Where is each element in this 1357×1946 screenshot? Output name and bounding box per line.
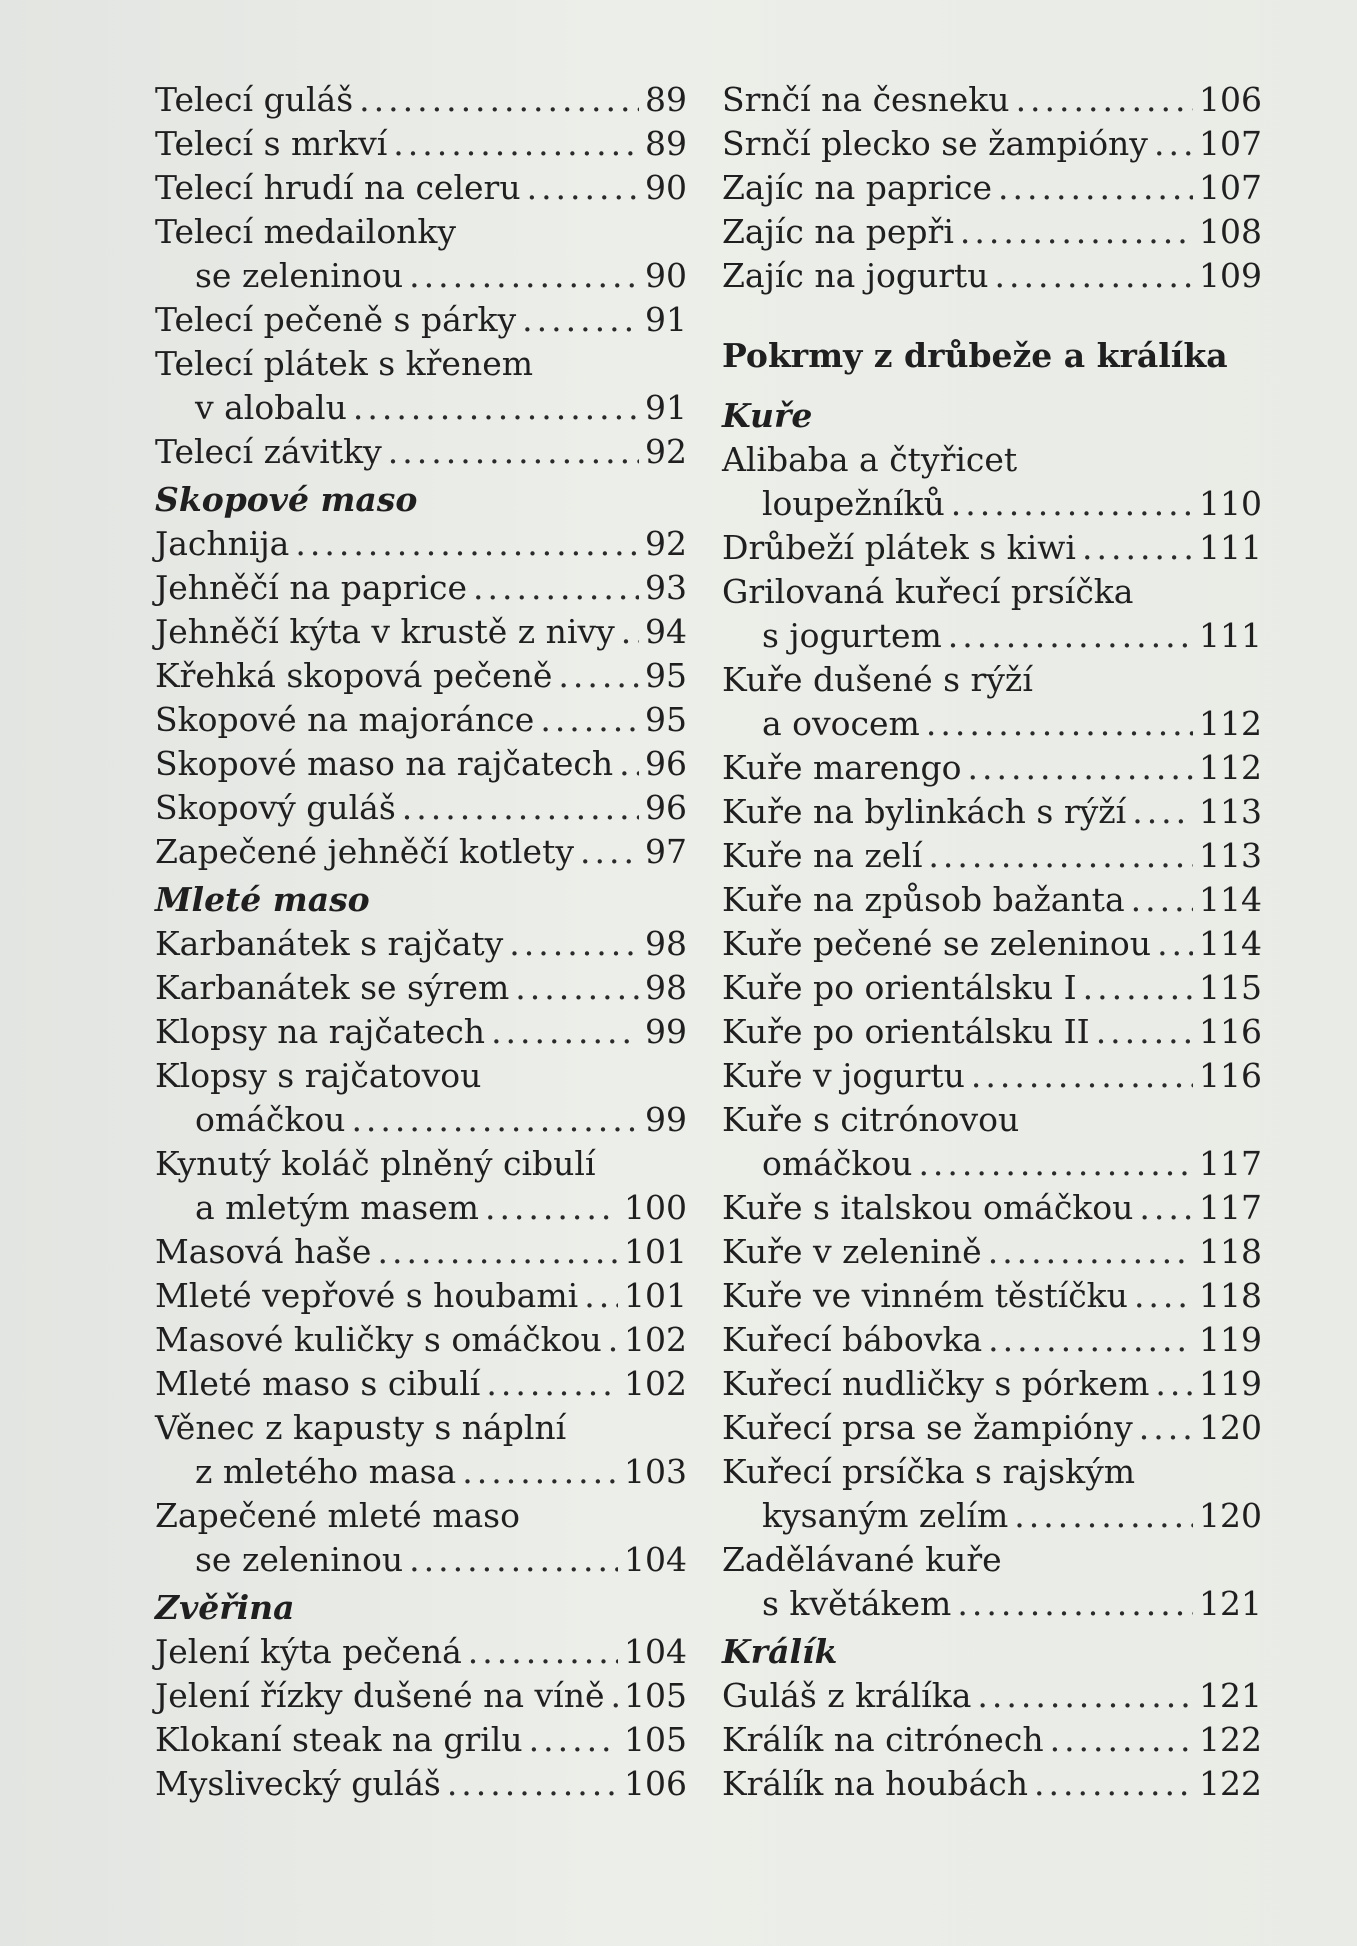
dot-leader [1139,1186,1193,1230]
dot-leader [968,746,1194,790]
dot-leader [409,254,639,298]
entry-title: s jogurtem [762,616,942,655]
entry-title-line: Kuře s citrónovou [722,1100,1020,1139]
dot-leader [1082,526,1193,570]
toc-entry [155,566,687,610]
entry-title: Skopový guláš [155,788,396,827]
entry-title-line: Kuřecí prsíčka s rajským [722,1452,1136,1491]
toc-entry [722,1054,1262,1098]
dot-leader [509,922,639,966]
left-column [155,78,687,1806]
toc-entry [155,786,687,830]
entry-title-line: Telecí plátek s křenem [155,344,534,383]
dot-leader [1131,878,1193,922]
toc-entry [722,746,1262,790]
page-number: 91 [645,300,687,339]
page-number: 92 [645,432,687,471]
group-heading-kure: Kuře [722,396,813,435]
toc-entry [722,1718,1262,1762]
page-number: 92 [645,524,687,563]
entry-title: Telecí s mrkví [155,124,388,163]
dot-leader [527,166,639,210]
dot-leader [608,1318,618,1362]
dot-leader [926,702,1193,746]
entry-title: kysaným zelím [762,1496,1009,1535]
toc-entry [722,1582,1262,1626]
toc-entry [722,878,1262,922]
dot-leader [351,1098,639,1142]
toc-entry [722,210,1262,254]
entry-title: Kuře po orientálsku II [722,1012,1090,1051]
page-number: 122 [1199,1720,1262,1759]
entry-title-line: Kuře dušené s rýží [722,660,1033,699]
entry-title: Klokaní steak na grilu [155,1720,523,1759]
entry-title: Kuře pečené se zeleninou [722,924,1152,963]
dot-leader [948,614,1193,658]
toc-entry [722,1406,1262,1450]
toc-entry [722,790,1262,834]
entry-title: Kuře s italskou omáčkou [722,1188,1134,1227]
page-number: 90 [645,168,687,207]
page-number: 89 [645,80,687,119]
entry-title: a mletým masem [195,1188,479,1227]
entry-title: Telecí závitky [155,432,382,471]
page-number: 109 [1199,256,1262,295]
page-number: 90 [645,256,687,295]
toc-entry [155,830,687,874]
page-number: 102 [624,1320,687,1359]
page-number: 104 [624,1632,687,1671]
toc-entry [155,610,687,654]
entry-title: Kuře ve vinném těstíčku [722,1276,1128,1315]
dot-leader [353,386,639,430]
entry-title: Srnčí na česneku [722,80,1010,119]
entry-title-line: Kynutý koláč plněný cibulí [155,1144,596,1183]
entry-title: Mleté maso s cibulí [155,1364,481,1403]
page-number: 116 [1199,1056,1262,1095]
page-number: 122 [1199,1764,1262,1803]
entry-title: Klopsy na rajčatech [155,1012,486,1051]
dot-leader [558,654,639,698]
entry-title: Mleté vepřové s houbami [155,1276,579,1315]
dot-leader [468,1630,618,1674]
page-number: 118 [1199,1276,1262,1315]
entry-title: Kuře na způsob bažanta [722,880,1125,919]
dot-leader [485,1186,618,1230]
page-number: 106 [624,1764,687,1803]
page-number: 119 [1199,1320,1262,1359]
entry-title-line: Alibaba a čtyřicet [722,440,1018,479]
toc-entry [155,1274,687,1318]
toc-entry [155,1762,687,1806]
entry-title: Kuřecí bábovka [722,1320,983,1359]
page-number: 113 [1199,792,1262,831]
toc-entry [155,1718,687,1762]
page-number: 96 [645,788,687,827]
dot-leader [995,254,1193,298]
page-number: 121 [1199,1676,1262,1715]
page-number: 105 [624,1676,687,1715]
dot-leader [957,1582,1193,1626]
entry-title: Kuře na zelí [722,836,923,875]
dot-leader [473,566,639,610]
entry-title: Zajíc na jogurtu [722,256,989,295]
page-number: 99 [645,1012,687,1051]
page-number: 120 [1199,1496,1262,1535]
dot-leader [1155,1362,1193,1406]
page-number: 96 [645,744,687,783]
dot-leader [1154,122,1193,166]
page-number: 111 [1199,528,1262,567]
page-number: 95 [645,700,687,739]
toc-entry [722,1674,1262,1718]
page-number: 91 [645,388,687,427]
page-number: 110 [1199,484,1262,523]
entry-title: Skopové maso na rajčatech [155,744,614,783]
page-number: 101 [624,1232,687,1271]
entry-title: Guláš z králíka [722,1676,972,1715]
entry-title: Kuře v jogurtu [722,1056,965,1095]
toc-entry [155,430,687,474]
toc-entry [155,1098,687,1142]
dot-leader [522,298,639,342]
dot-leader [447,1762,618,1806]
entry-title: Srnčí plecko se žampióny [722,124,1148,163]
entry-title: omáčkou [762,1144,913,1183]
page-number: 112 [1199,704,1262,743]
page-number: 95 [645,656,687,695]
entry-title: Jelení kýta pečená [155,1632,462,1671]
dot-leader [402,786,639,830]
dot-leader [1096,1010,1193,1054]
toc-entry [722,1186,1262,1230]
toc-entry [722,1274,1262,1318]
dot-leader [1132,790,1193,834]
dot-leader [515,966,639,1010]
entry-title: Kuře na bylinkách s rýží [722,792,1127,831]
page-number: 114 [1199,924,1262,963]
dot-leader [462,1450,618,1494]
entry-title: Zajíc na pepři [722,212,954,251]
entry-title: a ovocem [762,704,920,743]
entry-title: Jelení řízky dušené na víně [155,1676,605,1715]
page-number: 99 [645,1100,687,1139]
toc-entry [722,1010,1262,1054]
toc-entry [722,1762,1262,1806]
entry-list [722,1674,1262,1806]
toc-entry [155,1630,687,1674]
entry-list [155,1630,687,1806]
page-number: 98 [645,924,687,963]
dot-leader [409,1538,618,1582]
toc-entry [155,1318,687,1362]
page-number: 107 [1199,124,1262,163]
entry-title: Kuře marengo [722,748,962,787]
entry-list [722,438,1262,1626]
dot-leader [977,1674,1193,1718]
page-number: 104 [624,1540,687,1579]
entry-title: Telecí guláš [155,80,354,119]
entry-title: Masové kuličky s omáčkou [155,1320,602,1359]
entry-title: Králík na houbách [722,1764,1029,1803]
dot-leader [1016,78,1193,122]
dot-leader [1050,1718,1193,1762]
dot-leader [918,1142,1193,1186]
dot-leader [1139,1406,1193,1450]
page-number: 114 [1199,880,1262,919]
toc-entry [155,1186,687,1230]
right-column [722,78,1262,1806]
toc-entry [155,1230,687,1274]
dot-leader [998,166,1193,210]
dot-leader [1014,1494,1193,1538]
dot-leader [621,610,639,654]
page-number: 113 [1199,836,1262,875]
entry-title: omáčkou [195,1100,346,1139]
entry-title: Křehká skopová pečeně [155,656,553,695]
entry-list [722,78,1262,298]
entry-title: Karbanátek s rajčaty [155,924,504,963]
toc-entry [155,298,687,342]
entry-title: se zeleninou [195,256,404,295]
entry-title: Myslivecký guláš [155,1764,441,1803]
toc-entry [722,122,1262,166]
page-number: 94 [645,612,687,651]
toc-entry [722,166,1262,210]
toc-entry [155,1674,687,1718]
entry-title: se zeleninou [195,1540,404,1579]
dot-leader [928,834,1193,878]
toc-entry [155,386,687,430]
dot-leader [388,430,639,474]
page-number: 117 [1199,1188,1262,1227]
toc-entry [155,742,687,786]
toc-entry [722,702,1262,746]
entry-title: v alobalu [195,388,347,427]
page-number: 120 [1199,1408,1262,1447]
entry-title: Kuře po orientálsku I [722,968,1077,1007]
dot-leader [295,522,639,566]
entry-title: Drůbeží plátek s kiwi [722,528,1076,567]
toc-entry [155,122,687,166]
dot-leader [611,1674,619,1718]
page-number: 119 [1199,1364,1262,1403]
entry-title: z mletého masa [195,1452,457,1491]
entry-title-line: Zadělávané kuře [722,1540,1002,1579]
page-number: 98 [645,968,687,1007]
page-number: 117 [1199,1144,1262,1183]
entry-title-line: Klopsy s rajčatovou [155,1056,482,1095]
toc-entry [722,1362,1262,1406]
dot-leader [960,210,1193,254]
entry-title: Masová haše [155,1232,372,1271]
page-number: 103 [624,1452,687,1491]
toc-entry [722,1494,1262,1538]
dot-leader [393,122,639,166]
entry-list [155,522,687,874]
entry-title: Telecí pečeně s párky [155,300,517,339]
toc-entry [722,1142,1262,1186]
page-number: 111 [1199,616,1262,655]
dot-leader [619,742,639,786]
dot-leader [377,1230,618,1274]
dot-leader [951,482,1193,526]
entry-title: Jachnija [155,524,290,563]
dot-leader [491,1010,639,1054]
dot-leader [1134,1274,1193,1318]
page-number: 108 [1199,212,1262,251]
page-number: 116 [1199,1012,1262,1051]
page-number: 118 [1199,1232,1262,1271]
toc-entry [155,254,687,298]
toc-entry [155,166,687,210]
dot-leader [584,1274,618,1318]
toc-entry [722,78,1262,122]
dot-leader [529,1718,618,1762]
entry-title: Jehněčí kýta v krustě z nivy [155,612,615,651]
entry-title: Jehněčí na paprice [155,568,468,607]
entry-title: s květákem [762,1584,952,1623]
entry-title: Karbanátek se sýrem [155,968,510,1007]
page-number: 112 [1199,748,1262,787]
entry-title: Králík na citrónech [722,1720,1044,1759]
dot-leader [486,1362,618,1406]
page-number: 102 [624,1364,687,1403]
page-number: 115 [1199,968,1262,1007]
entry-title: Kuře v zelenině [722,1232,982,1271]
entry-title: Zajíc na paprice [722,168,993,207]
toc-entry [722,482,1262,526]
toc-entry [722,966,1262,1010]
dot-leader [1157,922,1193,966]
dot-leader [1034,1762,1193,1806]
toc-entry [722,526,1262,570]
group-heading-zverina: Zvěřina [155,1588,295,1627]
toc-entry [155,522,687,566]
toc-entry [722,1230,1262,1274]
page-number: 93 [645,568,687,607]
dot-leader [988,1230,1193,1274]
page-number: 121 [1199,1584,1262,1623]
toc-entry [155,966,687,1010]
entry-title: Telecí hrudí na celeru [155,168,521,207]
toc-entry [155,698,687,742]
group-heading-kralik: Králík [722,1632,838,1671]
entry-title-line: Telecí medailonky [155,212,457,251]
toc-entry [155,922,687,966]
toc-entry [722,834,1262,878]
dot-leader [988,1318,1193,1362]
toc-entry [722,614,1262,658]
page-number: 107 [1199,168,1262,207]
entry-list [155,922,687,1582]
toc-entry [155,654,687,698]
page-number: 100 [624,1188,687,1227]
page-number: 101 [624,1276,687,1315]
entry-title: Zapečené jehněčí kotlety [155,832,574,871]
group-heading-skopove: Skopové maso [155,480,418,519]
entry-list [155,78,687,474]
toc-entry [722,922,1262,966]
toc-entry [155,1450,687,1494]
entry-title: Kuřecí nudličky s pórkem [722,1364,1150,1403]
entry-title: Skopové na majoránce [155,700,535,739]
page-number: 105 [624,1720,687,1759]
section-heading: Pokrmy z drůbeže a králíka [722,336,1228,375]
entry-title: loupežníků [762,484,945,523]
toc-entry [155,78,687,122]
page-number: 97 [645,832,687,871]
entry-title-line: Zapečené mleté maso [155,1496,520,1535]
dot-leader [540,698,639,742]
toc-entry [722,254,1262,298]
dot-leader [1083,966,1193,1010]
toc-entry [155,1538,687,1582]
dot-leader [359,78,639,122]
group-heading-mlete: Mleté maso [155,880,370,919]
toc-entry [155,1010,687,1054]
dot-leader [580,830,639,874]
toc-entry [155,1362,687,1406]
entry-title-line: Grilovaná kuřecí prsíčka [722,572,1134,611]
page-number: 106 [1199,80,1262,119]
dot-leader [971,1054,1193,1098]
toc-entry [722,1318,1262,1362]
entry-title-line: Věnec z kapusty s náplní [155,1408,567,1447]
entry-title: Kuřecí prsa se žampióny [722,1408,1133,1447]
page-number: 89 [645,124,687,163]
